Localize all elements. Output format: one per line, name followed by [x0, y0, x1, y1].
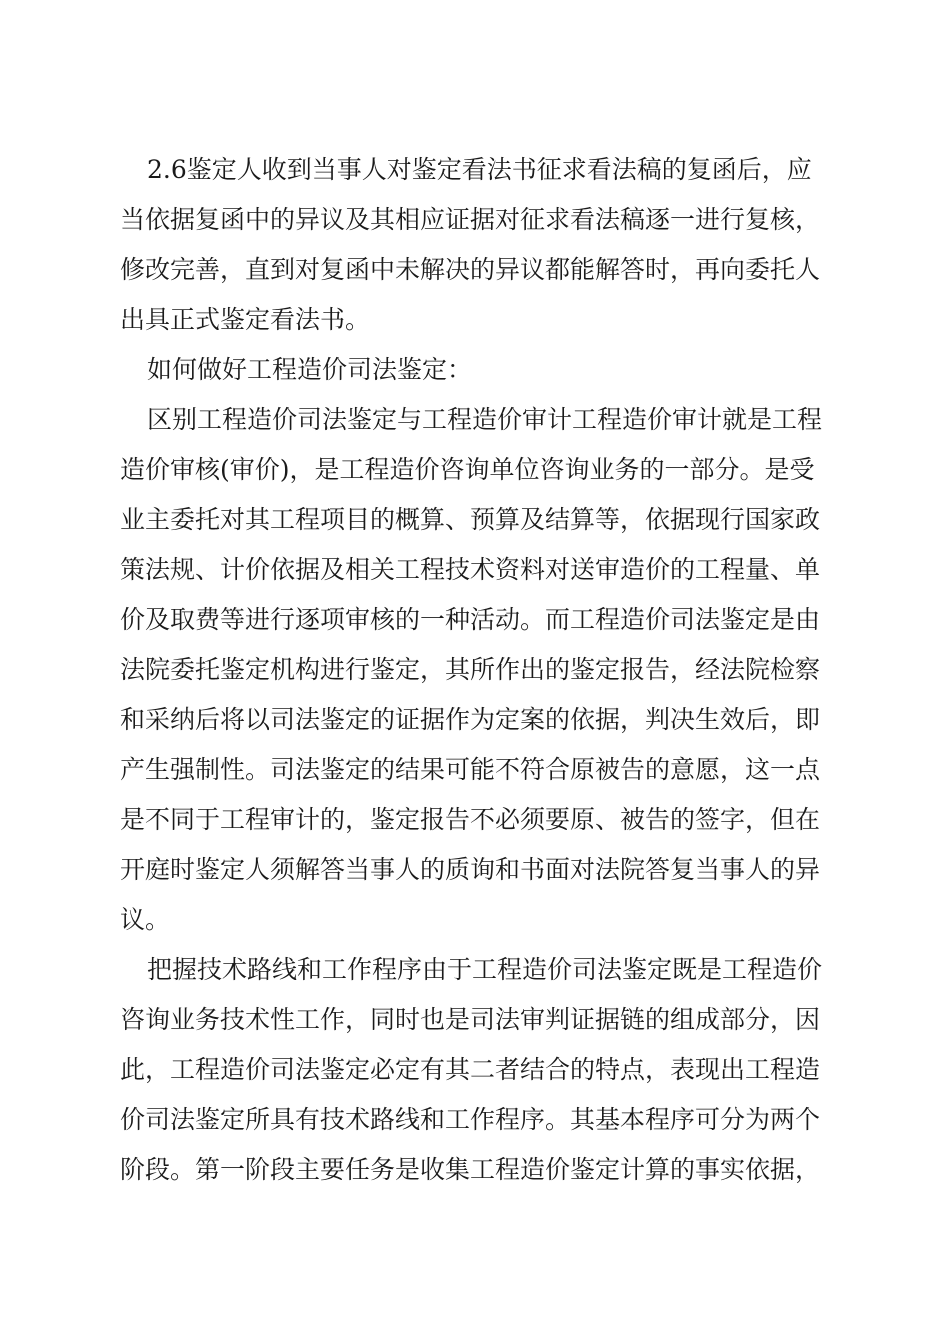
paragraph-4-line-4	[0, 1100, 950, 1140]
paragraph-3-line-4	[0, 550, 950, 590]
paragraph-3-line-1	[0, 400, 950, 440]
paragraph-3-line-3	[0, 500, 950, 540]
text-line: 策法规、计价依据及相关工程技术资料对送审造价的工程量、单	[120, 555, 821, 584]
text-line: 咨询业务技术性工作，同时也是司法审判证据链的组成部分，因	[120, 1005, 821, 1034]
paragraph-3-line-5	[0, 600, 950, 640]
text-line: 区别工程造价司法鉴定与工程造价审计工程造价审计就是工程	[147, 405, 823, 434]
paragraph-3-line-2	[0, 450, 950, 490]
paragraph-4-line-5	[0, 1150, 950, 1190]
text-line: 如何做好工程造价司法鉴定：	[147, 355, 473, 384]
text-line: 出具正式鉴定看法书。	[120, 305, 371, 334]
paragraph-3-line-10	[0, 850, 950, 890]
paragraph-4-line-2	[0, 1000, 950, 1040]
paragraph-3-line-11	[0, 900, 950, 940]
text-line: 是不同于工程审计的，鉴定报告不必须要原、被告的签字，但在	[120, 805, 821, 834]
paragraph-2-line-1	[0, 350, 950, 390]
text-line: 当依据复函中的异议及其相应证据对征求看法稿逐一进行复核，	[120, 205, 821, 234]
paragraph-4-line-3	[0, 1050, 950, 1090]
paragraph-1-line-4	[0, 300, 950, 340]
paragraph-1-line-2	[0, 200, 950, 240]
text-line: 修改完善，直到对复函中未解决的异议都能解答时，再向委托人	[120, 255, 821, 284]
text-line: 产生强制性。司法鉴定的结果可能不符合原被告的意愿，这一点	[120, 755, 821, 784]
paragraph-4-line-1	[0, 950, 950, 990]
paragraph-3-line-6	[0, 650, 950, 690]
paragraph-3-line-7	[0, 700, 950, 740]
text-line: 此，工程造价司法鉴定必定有其二者结合的特点，表现出工程造	[120, 1055, 821, 1084]
text-line: 2.6鉴定人收到当事人对鉴定看法书征求看法稿的复函后，应	[147, 155, 812, 184]
paragraph-1-line-3	[0, 250, 950, 290]
text-line: 法院委托鉴定机构进行鉴定，其所作出的鉴定报告，经法院检察	[120, 655, 821, 684]
text-line: 价司法鉴定所具有技术路线和工作程序。其基本程序可分为两个	[120, 1105, 821, 1134]
text-line: 造价审核(审价)，是工程造价咨询单位咨询业务的一部分。是受	[120, 455, 815, 484]
text-line: 阶段。第一阶段主要任务是收集工程造价鉴定计算的事实依据，	[120, 1155, 821, 1184]
text-line: 开庭时鉴定人须解答当事人的质询和书面对法院答复当事人的异	[120, 855, 821, 884]
text-line: 价及取费等进行逐项审核的一种活动。而工程造价司法鉴定是由	[120, 605, 821, 634]
paragraph-3-line-8	[0, 750, 950, 790]
paragraph-1-line-1	[0, 150, 950, 190]
text-line: 业主委托对其工程项目的概算、预算及结算等，依据现行国家政	[120, 505, 821, 534]
paragraph-3-line-9	[0, 800, 950, 840]
text-line: 和采纳后将以司法鉴定的证据作为定案的依据，判决生效后，即	[120, 705, 821, 734]
text-line: 把握技术路线和工作程序由于工程造价司法鉴定既是工程造价	[147, 955, 823, 984]
text-line: 议。	[120, 905, 171, 934]
